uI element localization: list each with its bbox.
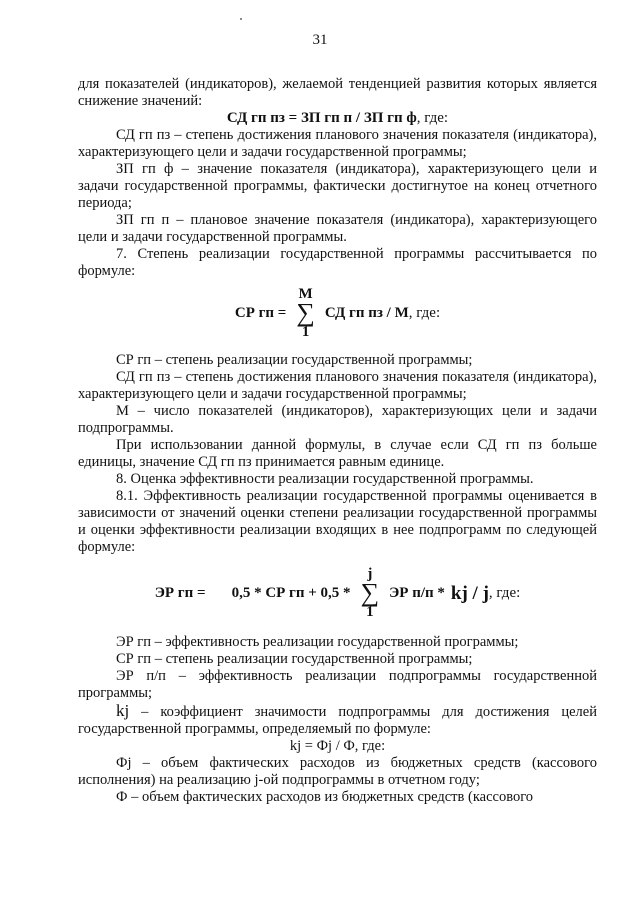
formula-er-left: ЭР гп = — [154, 584, 206, 601]
formula-er — [78, 566, 597, 620]
summation-j-sign: ∑ — [360, 578, 380, 607]
summation-lower: 1 — [301, 324, 310, 340]
definition-sr-repeat: СР гп – степень реализации государственной программы; — [116, 651, 473, 667]
definition-zp-fact: ЗП гп ф – значение показателя (индикатора), характеризующего цели и задачи государственной программы, фактически достигнутое на конец отчетного периода; — [78, 161, 597, 211]
formula-sd-suffix: , где: — [416, 110, 449, 126]
note-paragraph: При использовании данной формулы, в случае если СД гп пз больше единицы, значение СД гп пз принимается равным единице. — [78, 437, 597, 470]
definition-er-subprogram: ЭР п/п – эффективность реализации подпрограммы государственной программы; — [78, 668, 597, 701]
summation-upper: М — [298, 286, 313, 302]
document-body — [78, 76, 597, 806]
page-number: 31 — [312, 32, 328, 48]
formula-sr — [78, 286, 597, 340]
summation-j-lower: 1 — [366, 604, 374, 620]
item-8-1: 8.1. Эффективность реализации государственной программы оценивается в зависимости от значений оценки степени реализации государственной программы и оценки эффективности реализации входящих в нее подпрограмм по следующей формуле: — [78, 488, 597, 555]
formula-er-kj: kj / j — [450, 582, 489, 604]
formula-sd-expression: СД гп пз = ЗП гп п / ЗП гп ф — [226, 110, 417, 126]
summation-sign: ∑ — [296, 298, 315, 327]
definition-sd-repeat: СД гп пз – степень достижения планового значения показателя (индикатора), характеризующего цели и задачи государственной программы; — [78, 369, 597, 402]
definition-sr: СР гп – степень реализации государственной программы; — [116, 352, 473, 368]
formula-er-right: ЭР п/п * — [389, 584, 445, 601]
definition-sd: СД гп пз – степень достижения планового значения показателя (индикатора), характеризующего цели и задачи государственной программы; — [78, 127, 597, 160]
definition-m: М – число показателей (индикаторов), характеризующих цели и задачи подпрограммы. — [78, 403, 597, 436]
formula-kj: kj = Фj / Ф, где: — [289, 738, 386, 754]
formula-er-suffix: , где: — [488, 584, 521, 601]
definition-zp-plan: ЗП гп п – плановое значение показателя (индикатора), характеризующего цели и задачи государственной программы. — [78, 212, 597, 245]
definition-kj-text: – коэффициент значимости подпрограммы для достижения целей государственной программы, определяемый по формуле: — [78, 704, 597, 737]
summation-block-j — [361, 566, 380, 620]
paragraph-intro: для показателей (индикаторов), желаемой тенденцией развития которых является снижение значений: — [78, 76, 597, 109]
definition-kj — [78, 702, 597, 738]
formula-er-middle: 0,5 * СР гп + 0,5 * — [231, 584, 351, 601]
summation-j-upper: j — [367, 566, 373, 582]
definition-f: Ф – объем фактических расходов из бюджетных средств (кассового — [116, 789, 534, 805]
formula-sr-left: СР гп = — [234, 304, 287, 321]
item-7: 7. Степень реализации государственной программы рассчитывается по формуле: — [78, 246, 597, 279]
summation-block — [296, 286, 315, 340]
formula-sr-suffix: , где: — [408, 304, 441, 321]
formula-sr-right: СД гп пз / М — [324, 304, 409, 321]
definition-fj: Фj – объем фактических расходов из бюджетных средств (кассового исполнения) на реализацию j-ой подпрограммы в отчетном году; — [78, 755, 597, 788]
definition-er: ЭР гп – эффективность реализации государственной программы; — [116, 634, 519, 650]
item-8: 8. Оценка эффективности реализации государственной программы. — [116, 471, 534, 487]
scan-speck — [240, 18, 242, 20]
formula-sd — [78, 110, 597, 127]
definition-kj-symbol: kj — [116, 701, 130, 720]
